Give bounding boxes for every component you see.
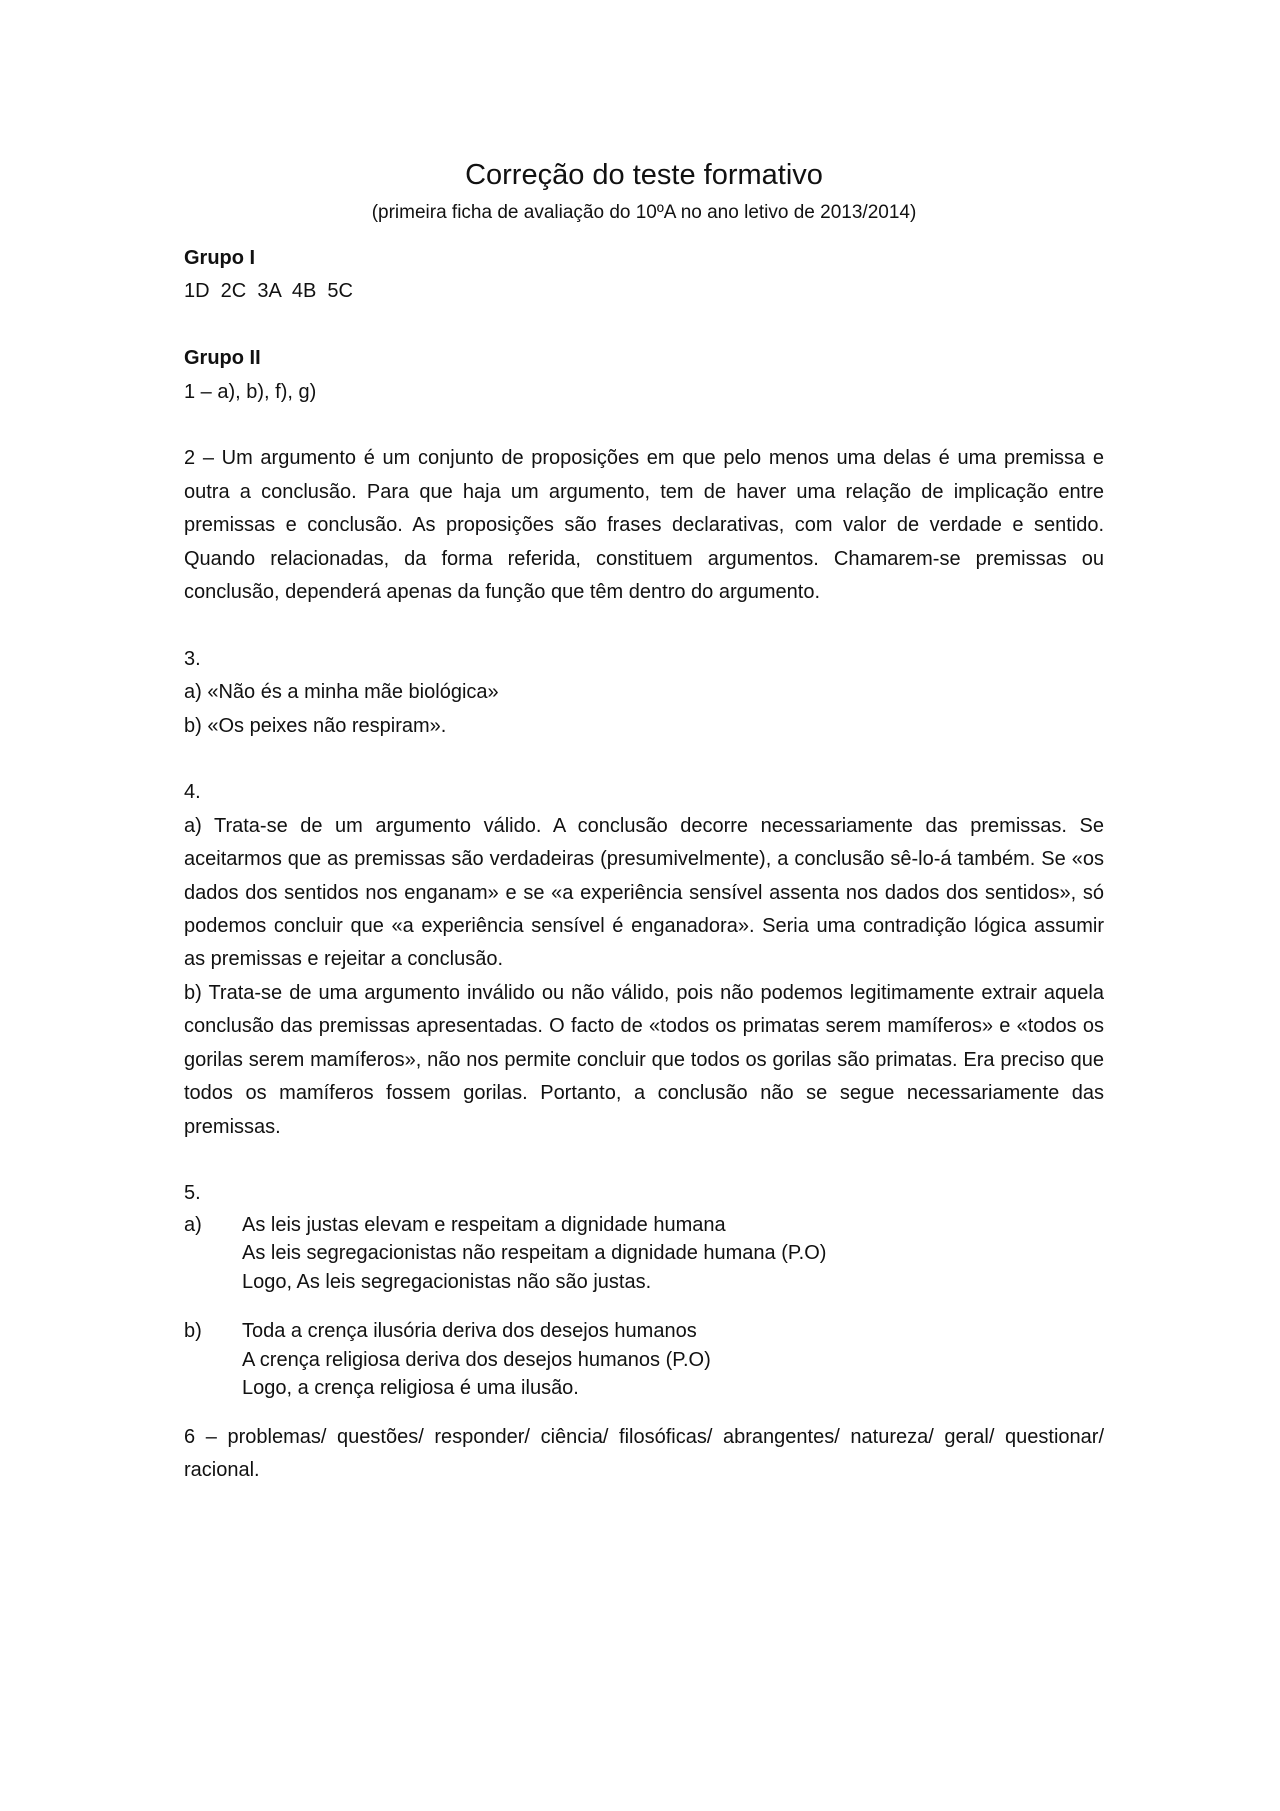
premise-line: As leis segregacionistas não respeitam a dignidade humana (P.O): [242, 1242, 827, 1265]
grupo-1-answers: 1D 2C 3A 4B 5C: [184, 280, 353, 303]
premise-line: A crença religiosa deriva dos desejos humanos (P.O): [242, 1348, 711, 1371]
question-5-label: 5.: [184, 1182, 201, 1205]
question-5b-letter: b): [184, 1319, 202, 1342]
spacer: [184, 409, 1104, 442]
question-3-label: 3.: [184, 647, 201, 670]
document-page: [184, 152, 1104, 1488]
premise-line: Toda a crença ilusória deriva dos desejos humanos: [242, 1319, 697, 1342]
premise-line: As leis justas elevam e respeitam a dignidade humana: [242, 1213, 726, 1236]
question-6-answer: 6 – problemas/ questões/ responder/ ciência/ filosóficas/ abrangentes/ natureza/ geral/ questionar/ racional.: [184, 1425, 1104, 1482]
spacer: [184, 609, 1104, 642]
question-5b-argument: [184, 1317, 1104, 1403]
question-1-answer: 1 – a), b), f), g): [184, 380, 317, 403]
question-3b-answer: b) «Os peixes não respiram».: [184, 714, 447, 737]
spacer: [184, 309, 1104, 342]
question-4-label: 4.: [184, 781, 201, 804]
question-3a-answer: a) «Não és a minha mãe biológica»: [184, 681, 499, 704]
document-subtitle: (primeira ficha de avaliação do 10ºA no ano letivo de 2013/2014): [371, 202, 917, 223]
question-5a-lines: [242, 1211, 1104, 1297]
conclusion-line: Logo, a crença religiosa é uma ilusão.: [242, 1377, 579, 1400]
question-5a-letter: a): [184, 1213, 202, 1236]
spacer: [184, 1403, 1104, 1421]
spacer: [184, 743, 1104, 776]
question-5a-argument: [184, 1211, 1104, 1297]
spacer: [184, 1297, 1104, 1317]
question-2-answer: 2 – Um argumento é um conjunto de proposições em que pelo menos uma delas é uma premissa e outra a conclusão. Para que haja um argumento, tem de haver uma relação de implicação entre premissas e conclusão. As proposições são frases declarativas, com valor de verdade e sentido. Quando relacionadas, da forma referida, constituem argumentos. Chamarem-se premissas ou conclusão, dependerá apenas da função que têm dentro do argumento.: [184, 447, 1104, 604]
spacer: [184, 1144, 1104, 1177]
question-4a-answer: a) Trata-se de um argumento válido. A conclusão decorre necessariamente das premissas. Se aceitarmos que as premissas são verdadeiras (presumivelmente), a conclusão sê-lo-á também. Se «os dados dos sentidos nos enganam» e se «a experiência sensível assenta nos dados dos sentidos», só podemos concluir que «a experiência sensível é enganadora». Seria uma contradição lógica assumir as premissas e rejeitar a conclusão.: [184, 814, 1104, 971]
grupo-2-heading: Grupo II: [184, 347, 261, 370]
question-4b-answer: b) Trata-se de uma argumento inválido ou não válido, pois não podemos legitimamente extrair aquela conclusão das premissas apresentadas. O facto de «todos os primatas serem mamíferos» e «todos os gorilas serem mamíferos», não nos permite concluir que todos os gorilas são primatas. Era preciso que todos os mamíferos fossem gorilas. Portanto, a conclusão não se segue necessariamente das premissas.: [184, 981, 1104, 1138]
grupo-1-heading: Grupo I: [184, 247, 256, 269]
document-title: Correção do teste formativo: [465, 159, 823, 191]
question-5b-lines: [242, 1317, 1104, 1403]
conclusion-line: Logo, As leis segregacionistas não são justas.: [242, 1271, 652, 1294]
